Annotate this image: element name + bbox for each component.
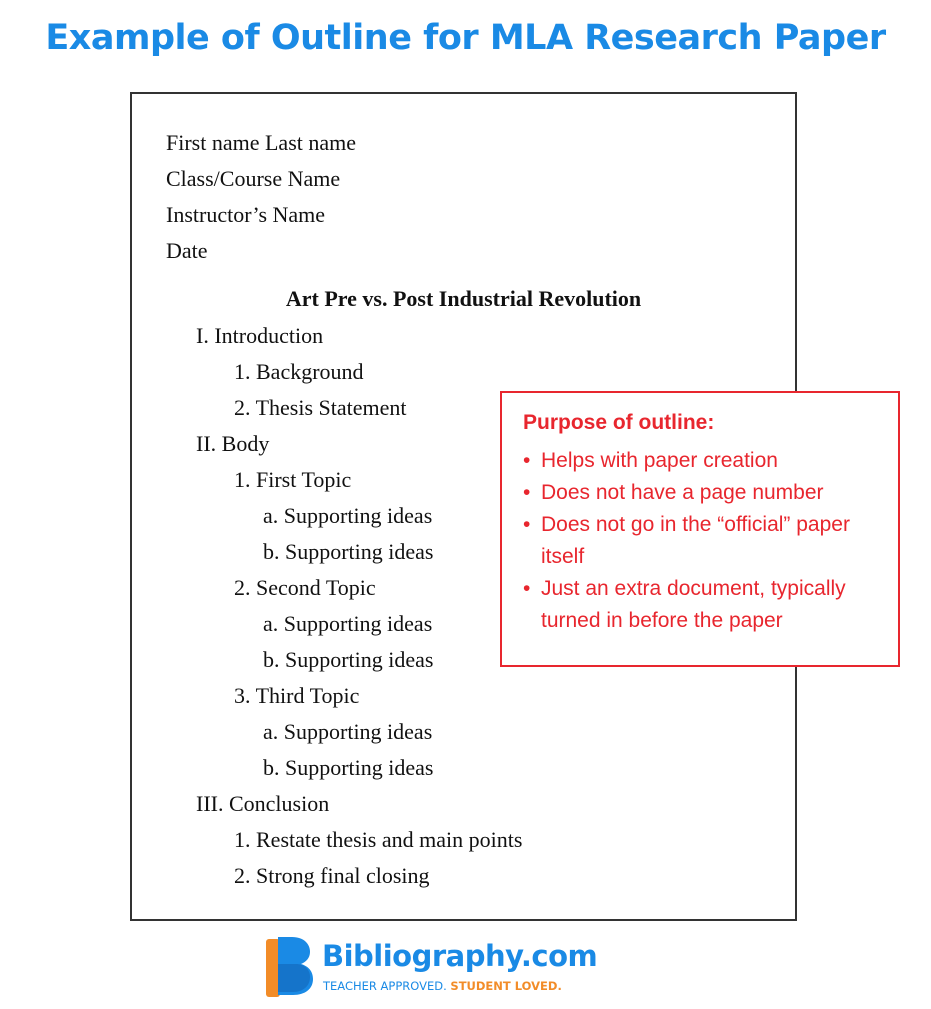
bullet-icon: • [523,577,531,600]
outline-item: a. Supporting ideas [263,719,433,744]
purpose-callout-box [500,391,900,667]
outline-item: b. Supporting ideas [263,755,434,780]
bibliography-logo [266,935,598,997]
callout-item-text: Does not have a page number [541,481,824,504]
header-date: Date [166,238,208,263]
bullet-icon: • [523,449,531,472]
bullet-icon: • [523,513,531,536]
b-logo-icon [266,935,314,997]
callout-item-text: Does not go in the “official” paper itself [541,513,850,568]
callout-item-text: Just an extra document, typically turned in before the paper [541,577,846,632]
callout-list-item [523,477,893,509]
logo-tagline [323,979,562,993]
callout-list-item [523,573,893,637]
callout-list-item [523,445,893,477]
outline-item: 2. Strong final closing [234,863,430,888]
outline-item: 3. Third Topic [234,683,360,708]
outline-item: 2. Thesis Statement [234,395,407,420]
tagline-part-teacher: TEACHER APPROVED. [323,979,447,993]
outline-item: III. Conclusion [196,791,330,816]
bullet-icon: • [523,481,531,504]
outline-item: 2. Second Topic [234,575,376,600]
outline-item: a. Supporting ideas [263,503,433,528]
outline-item: 1. Background [234,359,364,384]
callout-list [523,445,893,637]
outline-title: Art Pre vs. Post Industrial Revolution [285,286,642,311]
outline-item: I. Introduction [196,323,324,348]
logo-wordmark: Bibliography.com [322,939,598,973]
outline-item: II. Body [196,431,270,456]
outline-item: b. Supporting ideas [263,539,434,564]
page-title: Example of Outline for MLA Research Paper [45,18,886,58]
callout-heading: Purpose of outline: [523,411,715,434]
tagline-part-student: STUDENT LOVED. [450,979,562,993]
header-course-name: Class/Course Name [166,166,341,191]
header-student-name: First name Last name [166,130,357,155]
header-instructor-name: Instructor’s Name [166,202,326,227]
callout-list-item [523,509,893,573]
outline-item: b. Supporting ideas [263,647,434,672]
callout-item-text: Helps with paper creation [541,449,778,472]
outline-item: a. Supporting ideas [263,611,433,636]
outline-item: 1. First Topic [234,467,352,492]
outline-item: 1. Restate thesis and main points [234,827,523,852]
